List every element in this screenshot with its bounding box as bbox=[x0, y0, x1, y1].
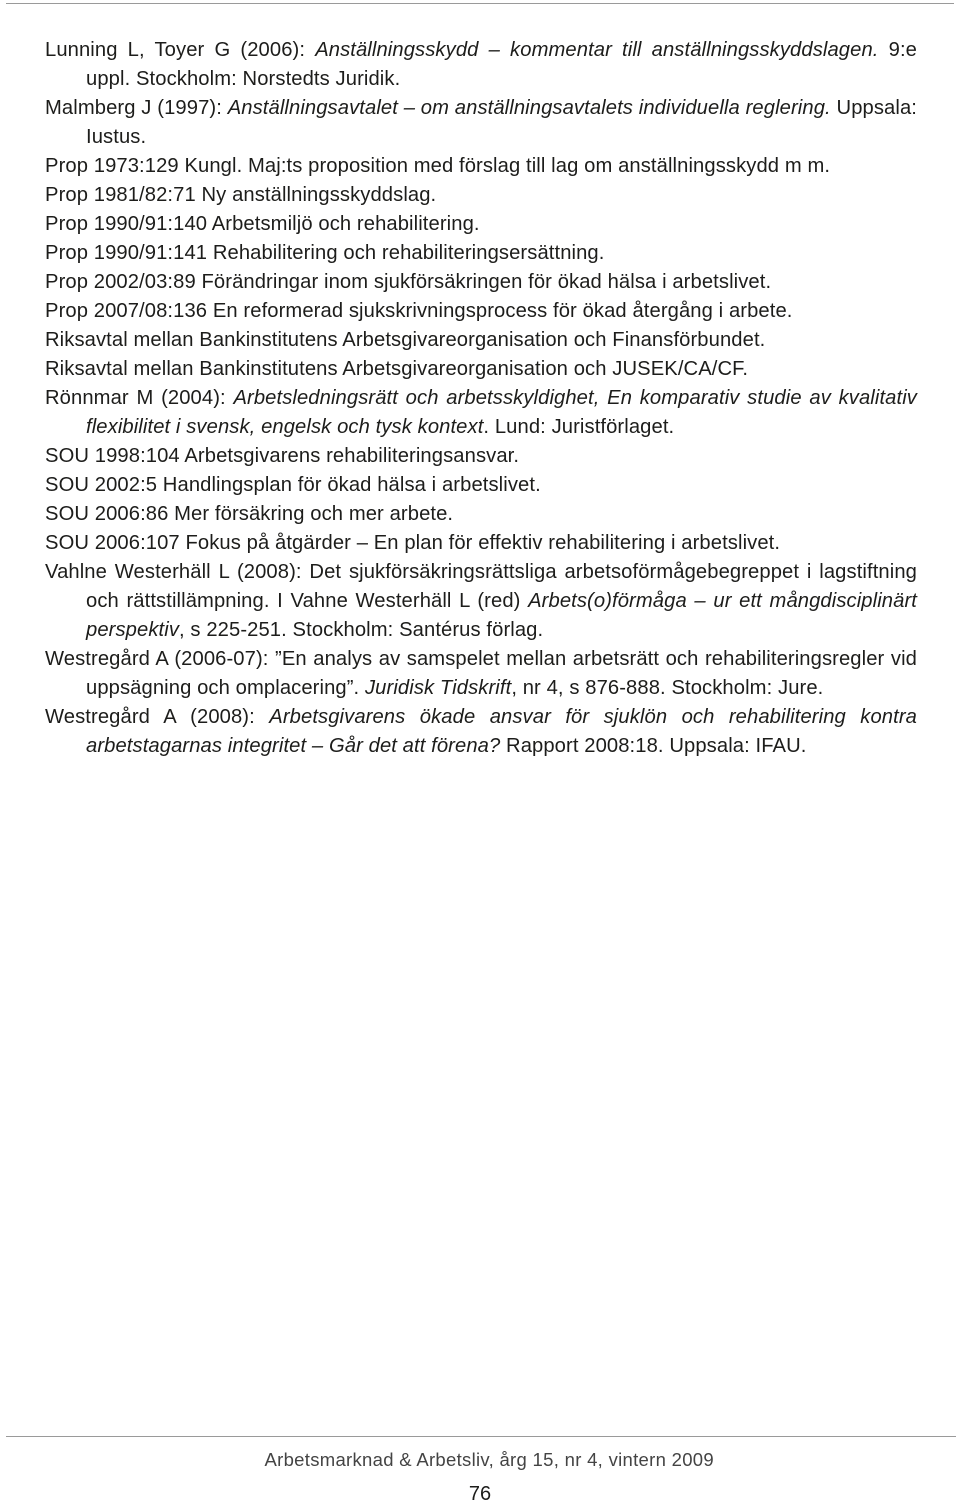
reference-entry bbox=[45, 152, 917, 181]
reference-text: , s 225-251. Stockholm: Santérus förlag. bbox=[179, 619, 544, 641]
reference-text: Vahlne Westerhäll L (2008): Det sjukförsäkringsrättsliga arbetsoförmågebegreppet i lagstiftning och rättstillämpning. I Vahne Westerhäll L (red) bbox=[45, 561, 917, 612]
reference-title: Juridisk Tidskrift bbox=[364, 677, 512, 699]
reference-text: Westregård A (2008): bbox=[45, 706, 270, 728]
reference-entry bbox=[45, 36, 917, 94]
reference-entry bbox=[45, 645, 917, 703]
reference-entry bbox=[45, 239, 917, 268]
reference-entry bbox=[45, 326, 917, 355]
journal-footer: Arbetsmarknad & Arbetsliv, årg 15, nr 4, vintern 2009 bbox=[264, 1449, 714, 1470]
reference-title: Anställningsskydd – kommentar till anställningsskyddslagen. bbox=[315, 39, 879, 61]
reference-text: Prop 1990/91:141 Rehabilitering och rehabiliteringsersättning. bbox=[45, 242, 605, 264]
reference-text: Riksavtal mellan Bankinstitutens Arbetsgivareorganisation och JUSEK/CA/CF. bbox=[45, 358, 749, 380]
reference-text: . Lund: Juristförlaget. bbox=[483, 416, 675, 438]
footer-divider bbox=[6, 1436, 956, 1437]
reference-text: Riksavtal mellan Bankinstitutens Arbetsgivareorganisation och Finansförbundet. bbox=[45, 329, 766, 351]
reference-entry bbox=[45, 703, 917, 761]
reference-entry bbox=[45, 471, 917, 500]
reference-text: SOU 2006:107 Fokus på åtgärder – En plan för effektiv rehabilitering i arbetslivet. bbox=[45, 532, 781, 554]
top-rule bbox=[6, 3, 954, 4]
reference-text: Prop 2002/03:89 Förändringar inom sjukförsäkringen för ökad hälsa i arbetslivet. bbox=[45, 271, 772, 293]
reference-text: Prop 1990/91:140 Arbetsmiljö och rehabilitering. bbox=[45, 213, 480, 235]
reference-entry bbox=[45, 94, 917, 152]
reference-title: Arbets(o)förmåga – ur ett mångdisciplinärt perspektiv bbox=[86, 590, 917, 641]
reference-text: Uppsala: Iustus. bbox=[86, 97, 917, 148]
page-number: 76 bbox=[468, 1483, 492, 1505]
reference-entry bbox=[45, 181, 917, 210]
reference-title: Arbetsgivarens ökade ansvar för sjuklön och rehabilitering kontra arbetstagarnas integritet – Går det att förena? bbox=[86, 706, 917, 757]
reference-text: Prop 1981/82:71 Ny anställningsskyddslag. bbox=[45, 184, 437, 206]
reference-text: SOU 2006:86 Mer försäkring och mer arbete. bbox=[45, 503, 454, 525]
reference-text: , nr 4, s 876-888. Stockholm: Jure. bbox=[511, 677, 824, 699]
reference-text: SOU 1998:104 Arbetsgivarens rehabiliteringsansvar. bbox=[45, 445, 520, 467]
reference-title: Arbetsledningsrätt och arbetsskyldighet, En komparativ studie av kvalitativ flexibilitet i svensk, engelsk och tysk kontext bbox=[86, 387, 918, 438]
reference-text: Westregård A (2006-07): ”En analys av samspelet mellan arbetsrätt och rehabiliteringsregler vid uppsägning och omplacering”. bbox=[45, 648, 917, 699]
reference-list bbox=[45, 36, 917, 761]
reference-text: 9:e uppl. Stockholm: Norstedts Juridik. bbox=[86, 39, 917, 90]
reference-text: Prop 1973:129 Kungl. Maj:ts proposition med förslag till lag om anställningsskydd m m. bbox=[45, 155, 831, 177]
reference-entry bbox=[45, 500, 917, 529]
reference-entry bbox=[45, 442, 917, 471]
reference-title: Anställningsavtalet – om anställningsavtalets individuella reglering. bbox=[227, 97, 831, 119]
reference-entry bbox=[45, 384, 917, 442]
reference-text: Lunning L, Toyer G (2006): bbox=[45, 39, 316, 61]
reference-entry bbox=[45, 558, 917, 645]
reference-entry bbox=[45, 355, 917, 384]
reference-text: Prop 2007/08:136 En reformerad sjukskrivningsprocess för ökad återgång i arbete. bbox=[45, 300, 793, 322]
reference-text: Rönnmar M (2004): bbox=[45, 387, 234, 409]
reference-text: Malmberg J (1997): bbox=[45, 97, 228, 119]
reference-entry bbox=[45, 268, 917, 297]
reference-entry bbox=[45, 297, 917, 326]
reference-text: SOU 2002:5 Handlingsplan för ökad hälsa i arbetslivet. bbox=[45, 474, 541, 496]
reference-text: Rapport 2008:18. Uppsala: IFAU. bbox=[500, 735, 807, 757]
reference-entry bbox=[45, 210, 917, 239]
reference-entry bbox=[45, 529, 917, 558]
